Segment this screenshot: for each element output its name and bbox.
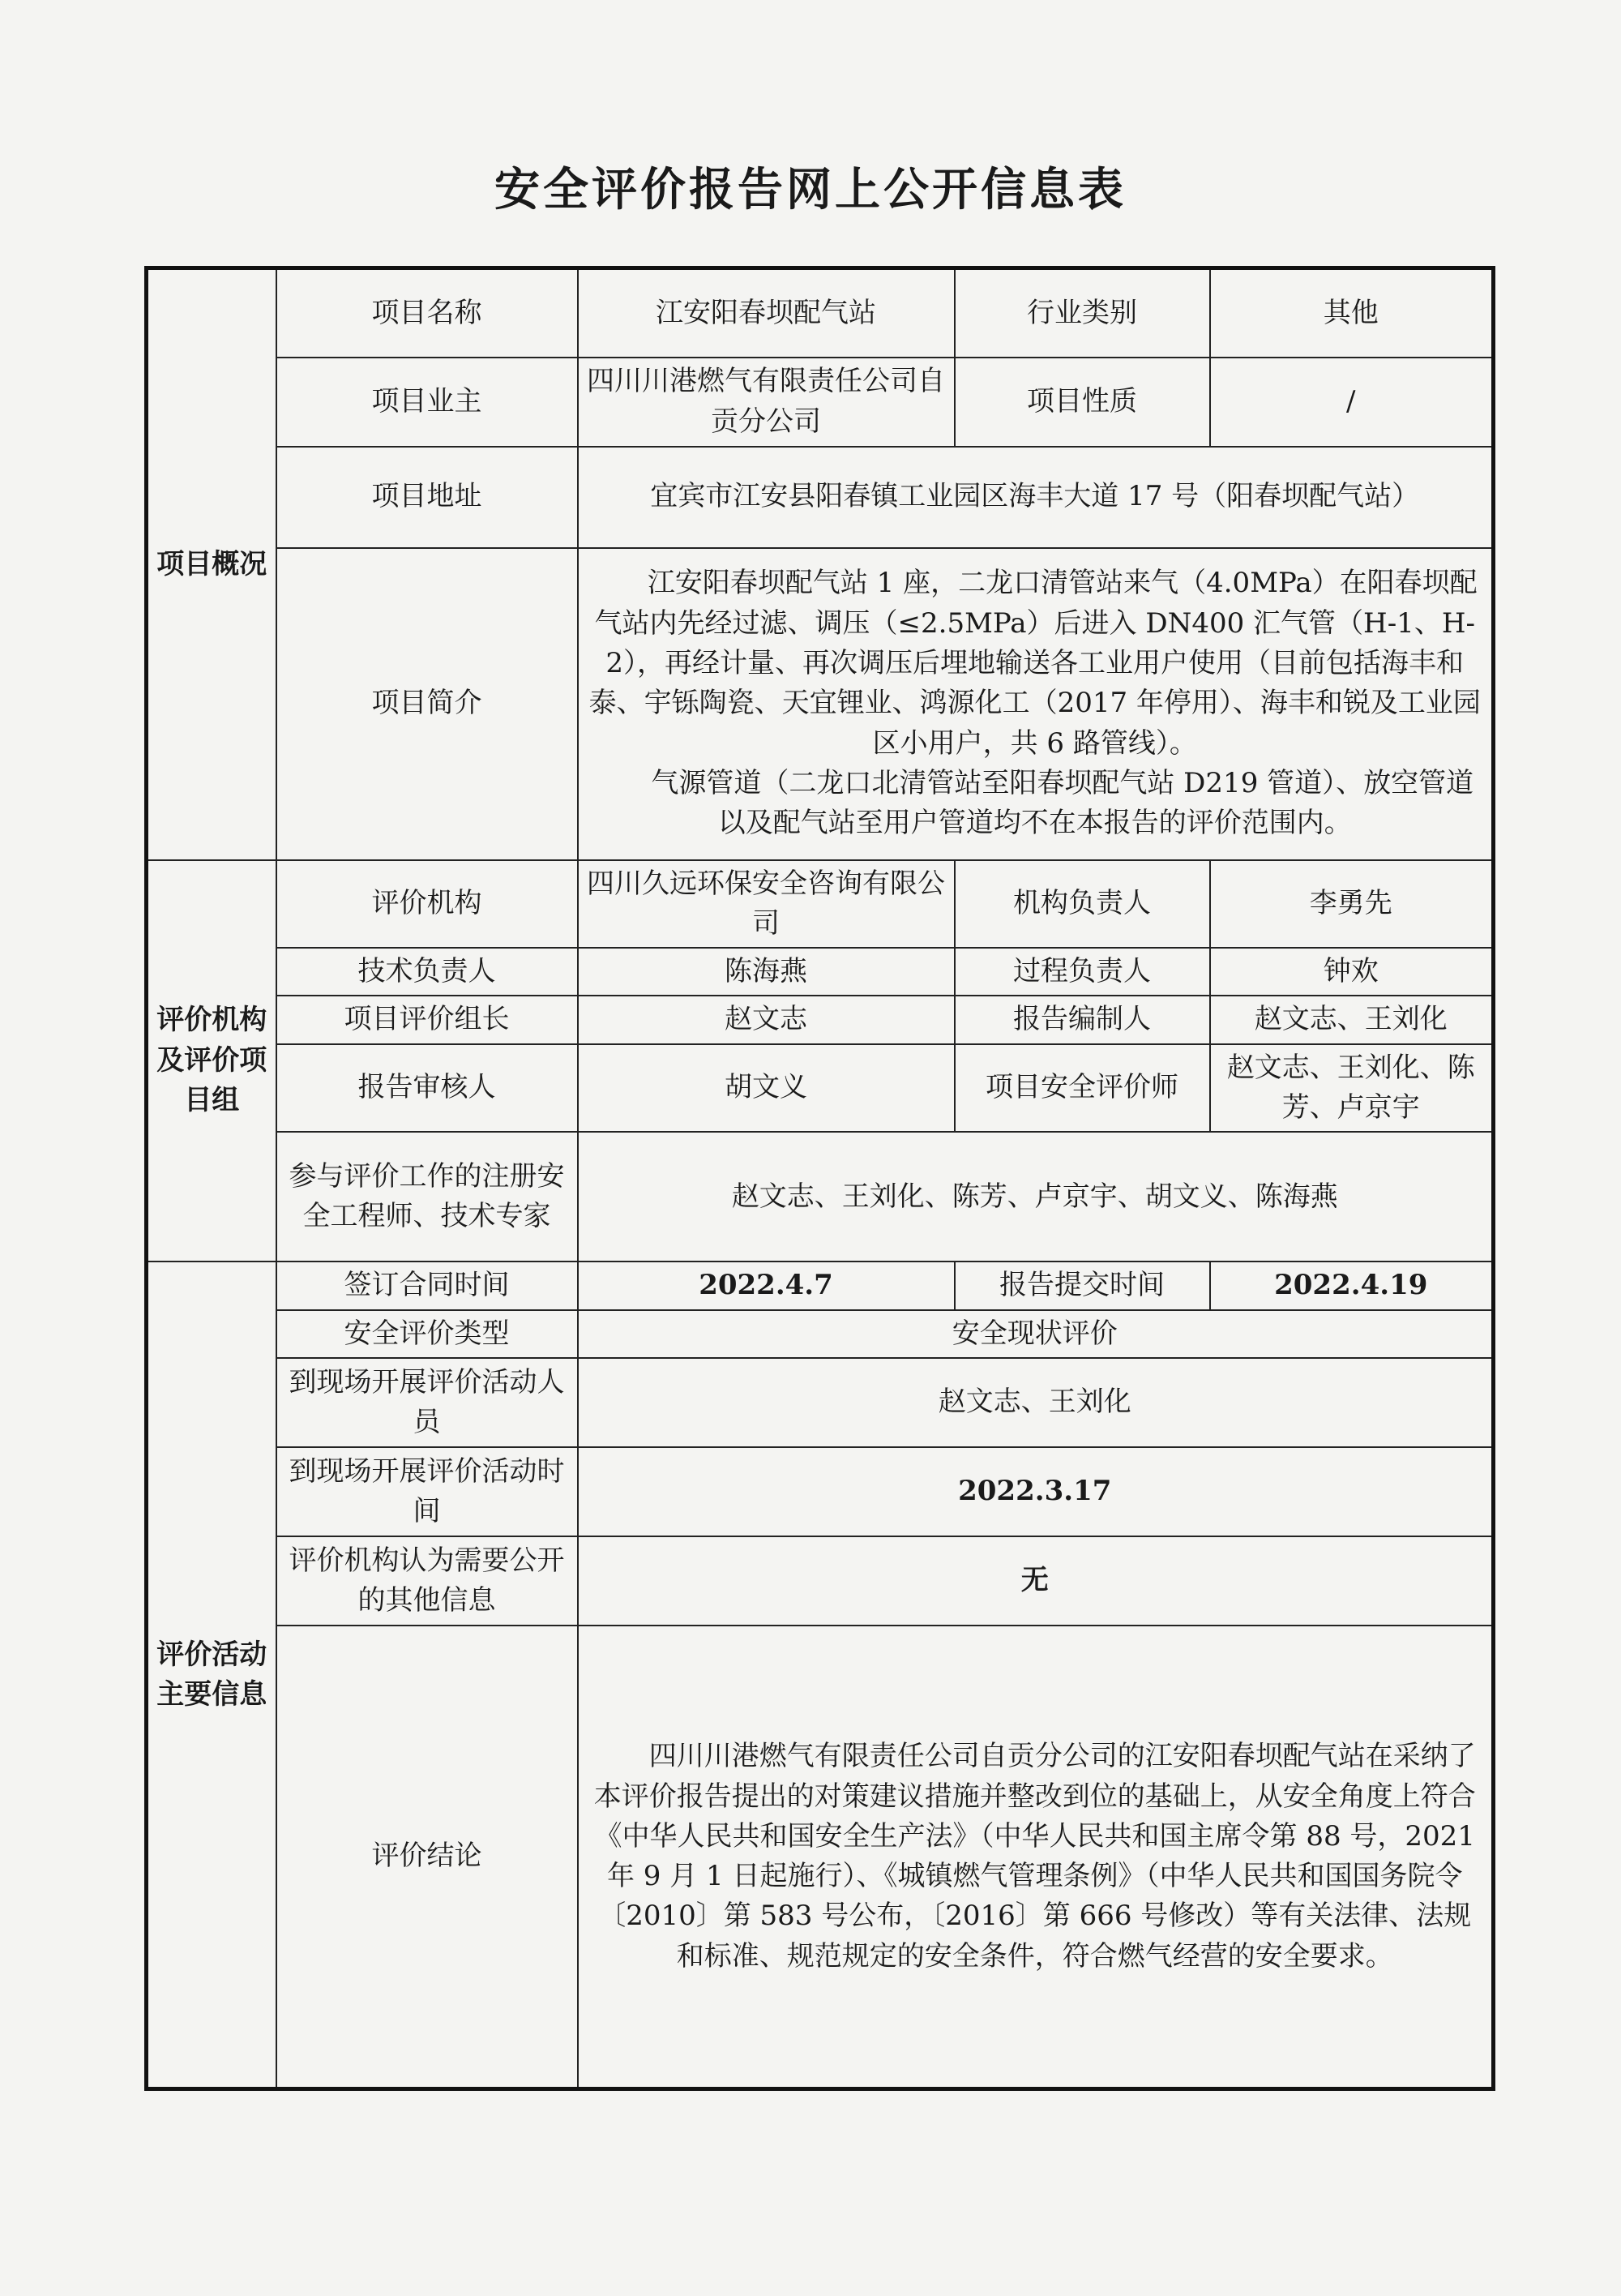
onsite-date-value: 2022.3.17 — [578, 1447, 1494, 1536]
table-row — [147, 1262, 1494, 1309]
author-value: 赵文志、王刘化 — [1210, 996, 1494, 1043]
process-head-label: 过程负责人 — [955, 948, 1210, 996]
industry-label: 行业类别 — [955, 268, 1210, 358]
engineers-value: 赵文志、王刘化、陈芳、卢京宇、胡文义、陈海燕 — [578, 1132, 1494, 1262]
conclusion-value — [578, 1626, 1494, 2089]
table-row — [147, 1358, 1494, 1447]
page-title: 安全评价报告网上公开信息表 — [494, 164, 1127, 216]
table-row — [147, 860, 1494, 949]
table-row — [147, 1626, 1494, 2089]
intro-paragraph-1: 江安阳春坝配气站 1 座，二龙口清管站来气（4.0MPa）在阳春坝配气站内先经过滤、调压（≤2.5MPa）后进入 DN400 汇气管（H-1、H-2），再经计量、再次调压后埋地输送各工业用户使用（目前包括海丰和泰、宇铄陶瓷、天宜锂业、鸿源化工（2017 年停用）、海丰和锐及工业园区小用户，共 6 路管线）。 — [588, 567, 1481, 760]
type-value: 安全现状评价 — [578, 1310, 1494, 1358]
table-row — [147, 1044, 1494, 1133]
evaluator-value: 赵文志、王刘化、陈芳、卢京宇 — [1210, 1044, 1494, 1133]
onsite-people-value: 赵文志、王刘化 — [578, 1358, 1494, 1447]
other-info-label: 评价机构认为需要公开的其他信息 — [276, 1536, 578, 1626]
table-row — [147, 1310, 1494, 1358]
table-row — [147, 1132, 1494, 1262]
leader-value: 赵文志 — [578, 996, 955, 1043]
submit-date-value: 2022.4.19 — [1210, 1262, 1494, 1309]
info-table — [144, 266, 1495, 2091]
leader-label: 项目评价组长 — [276, 996, 578, 1043]
project-name-value: 江安阳春坝配气站 — [578, 268, 955, 358]
contract-date-label: 签订合同时间 — [276, 1262, 578, 1309]
org-head-label: 机构负责人 — [955, 860, 1210, 949]
nature-value: / — [1210, 358, 1494, 447]
other-info-value: 无 — [578, 1536, 1494, 1626]
author-label: 报告编制人 — [955, 996, 1210, 1043]
section-label-activity: 评价活动主要信息 — [147, 1262, 276, 2089]
conclusion-paragraph: 四川川港燃气有限责任公司自贡分公司的江安阳春坝配气站在采纳了本评价报告提出的对策建议措施并整改到位的基础上，从安全角度上符合《中华人民共和国安全生产法》（中华人民共和国主席令第 88 号，2021 年 9 月 1 日起施行）、《城镇燃气管理条例》（中华人民共和国国务院令〔2010〕第 583 号公布，〔2016〕第 666 号修改）等有关法律、法规和标准、规范规定的安全条件，符合燃气经营的安全要求。 — [593, 1740, 1476, 1973]
org-label: 评价机构 — [276, 860, 578, 949]
table-row — [147, 996, 1494, 1043]
onsite-date-label: 到现场开展评价活动时间 — [276, 1447, 578, 1536]
contract-date-value: 2022.4.7 — [578, 1262, 955, 1309]
table-row — [147, 1447, 1494, 1536]
evaluator-label: 项目安全评价师 — [955, 1044, 1210, 1133]
tech-head-label: 技术负责人 — [276, 948, 578, 996]
owner-label: 项目业主 — [276, 358, 578, 447]
type-label: 安全评价类型 — [276, 1310, 578, 1358]
intro-label: 项目简介 — [276, 548, 578, 860]
section-label-org: 评价机构及评价项目组 — [147, 860, 276, 1262]
table-row — [147, 447, 1494, 548]
table-row — [147, 948, 1494, 996]
engineers-label: 参与评价工作的注册安全工程师、技术专家 — [276, 1132, 578, 1262]
reviewer-value: 胡文义 — [578, 1044, 955, 1133]
intro-paragraph-2: 气源管道（二龙口北清管站至阳春坝配气站 D219 管道）、放空管道以及配气站至用户管道均不在本报告的评价范围内。 — [651, 766, 1474, 840]
intro-value — [578, 548, 1494, 860]
org-head-value: 李勇先 — [1210, 860, 1494, 949]
section-label-overview: 项目概况 — [147, 268, 276, 860]
table-row — [147, 268, 1494, 358]
project-name-label: 项目名称 — [276, 268, 578, 358]
address-label: 项目地址 — [276, 447, 578, 548]
table-row — [147, 548, 1494, 860]
conclusion-label: 评价结论 — [276, 1626, 578, 2089]
industry-value: 其他 — [1210, 268, 1494, 358]
submit-date-label: 报告提交时间 — [955, 1262, 1210, 1309]
reviewer-label: 报告审核人 — [276, 1044, 578, 1133]
org-value: 四川久远环保安全咨询有限公司 — [578, 860, 955, 949]
owner-value: 四川川港燃气有限责任公司自贡分公司 — [578, 358, 955, 447]
tech-head-value: 陈海燕 — [578, 948, 955, 996]
process-head-value: 钟欢 — [1210, 948, 1494, 996]
nature-label: 项目性质 — [955, 358, 1210, 447]
table-row — [147, 358, 1494, 447]
address-value: 宜宾市江安县阳春镇工业园区海丰大道 17 号（阳春坝配气站） — [578, 447, 1494, 548]
table-row — [147, 1536, 1494, 1626]
onsite-people-label: 到现场开展评价活动人员 — [276, 1358, 578, 1447]
